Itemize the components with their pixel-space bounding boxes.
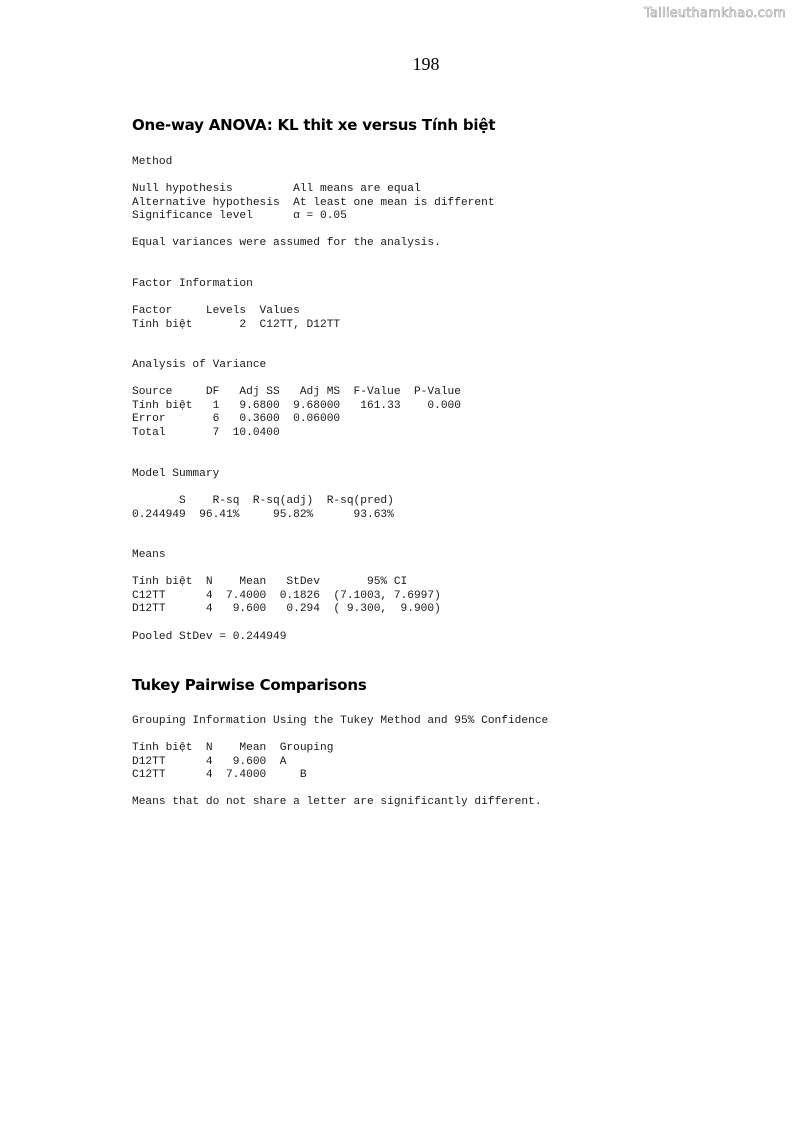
tukey-heading: Tukey Pairwise Comparisons xyxy=(132,676,367,694)
tukey-conclusion: Means that do not share a letter are significantly different. xyxy=(132,796,542,808)
equal-variances-note: Equal variances were assumed for the analysis. xyxy=(132,237,441,249)
analysis-of-variance-title: Analysis of Variance xyxy=(132,359,267,371)
means-title: Means xyxy=(132,549,166,561)
anova-heading: One-way ANOVA: KL thit xe versus Tính biệt xyxy=(132,116,496,134)
method-title: Method xyxy=(132,156,173,168)
model-summary-table: S R-sq R-sq(adj) R-sq(pred) 0.244949 96.41% 95.82% 93.63% xyxy=(132,495,394,521)
tukey-grouping-table: Tính biệt N Mean Grouping D12TT 4 9.600 A C12TT 4 7.4000 B xyxy=(132,742,334,782)
watermark-logo: Tailieuthamkhao.com xyxy=(644,6,786,21)
method-details: Null hypothesis All means are equal Alternative hypothesis At least one mean is different Significance level α = 0.05 xyxy=(132,183,495,223)
factor-info-table: Factor Levels Values Tính biệt 2 C12TT, D12TT xyxy=(132,305,341,331)
model-summary-title: Model Summary xyxy=(132,468,220,480)
page-number: 198 xyxy=(412,54,440,74)
means-table: Tính biệt N Mean StDev 95% CI C12TT 4 7.4000 0.1826 (7.1003, 7.6997) D12TT 4 9.600 0.294 ( 9.300, 9.900) xyxy=(132,576,441,616)
tukey-grouping-title: Grouping Information Using the Tukey Method and 95% Confidence xyxy=(132,715,549,727)
factor-info-title: Factor Information xyxy=(132,278,253,290)
analysis-of-variance-table: Source DF Adj SS Adj MS F-Value P-Value Tính biệt 1 9.6800 9.68000 161.33 0.000 Error 6 0.3600 0.06000 Total 7 10.0400 xyxy=(132,386,461,439)
pooled-stdev: Pooled StDev = 0.244949 xyxy=(132,631,287,643)
